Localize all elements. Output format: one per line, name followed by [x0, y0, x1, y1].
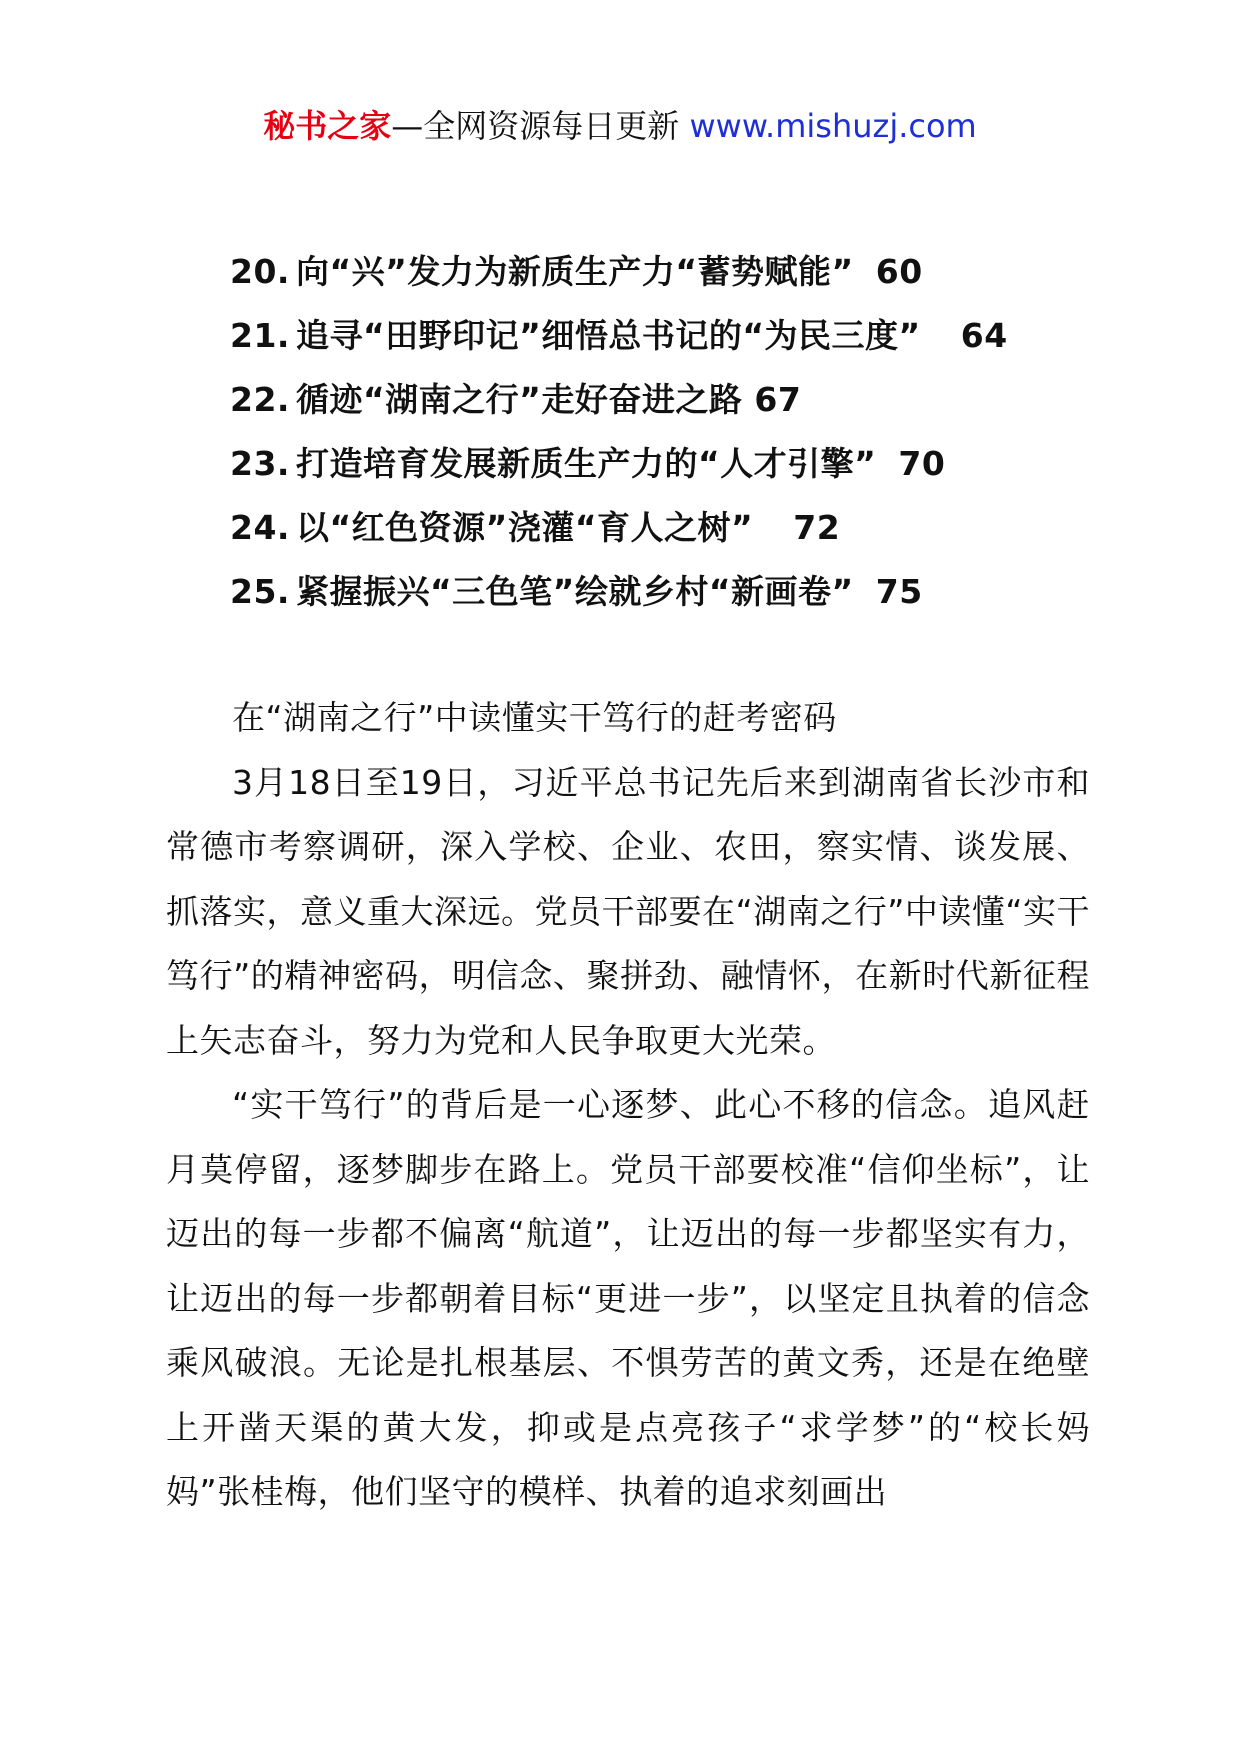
site-tagline: —全网资源每日更新 — [391, 107, 690, 145]
toc-item-page: 64 — [960, 316, 1008, 355]
article-paragraph: 3月18日至19日，习近平总书记先后来到湖南省长沙市和常德市考察调研，深入学校、企业、农田，察实情、谈发展、抓落实，意义重大深远。党员干部要在“湖南之行”中读懂“实干笃行”的精神密码，明信念、聚拼劲、融情怀，在新时代新征程上矢志奋斗，努力为党和人民争取更大光荣。 — [166, 762, 1090, 1060]
site-brand: 秘书之家 — [263, 107, 392, 145]
toc-item-24[interactable] — [230, 496, 1130, 560]
toc-item-page: 60 — [875, 252, 923, 291]
toc-item-23[interactable] — [230, 432, 1130, 496]
toc-item-title: 追寻“田野印记”细悟总书记的“为民三度” — [295, 316, 921, 355]
toc-item-title: 循迹“湖南之行”走好奋进之路 — [295, 380, 743, 419]
article-title: 在“湖南之行”中读懂实干笃行的赶考密码 — [232, 698, 837, 737]
toc-item-title: 打造培育发展新质生产力的“人才引擎” — [295, 444, 877, 483]
toc-item-number: 22. — [230, 380, 290, 419]
toc-item-page: 67 — [754, 380, 802, 419]
site-url-link[interactable]: www.mishuzj.com — [689, 107, 977, 145]
table-of-contents — [230, 240, 1130, 624]
toc-item-page: 72 — [793, 508, 841, 547]
toc-item-number: 21. — [230, 316, 290, 355]
article-body — [166, 686, 1090, 1525]
toc-item-20[interactable] — [230, 240, 1130, 304]
toc-item-page: 70 — [898, 444, 946, 483]
toc-item-page: 75 — [875, 572, 923, 611]
toc-item-25[interactable] — [230, 560, 1130, 624]
toc-item-number: 25. — [230, 572, 290, 611]
site-header — [0, 104, 1240, 148]
toc-item-number: 20. — [230, 252, 290, 291]
toc-item-title: 向“兴”发力为新质生产力“蓄势赋能” — [295, 252, 854, 291]
toc-item-title: 紧握振兴“三色笔”绘就乡村“新画卷” — [295, 572, 854, 611]
toc-item-number: 24. — [230, 508, 290, 547]
article-paragraph: “实干笃行”的背后是一心逐梦、此心不移的信念。追风赶月莫停留，逐梦脚步在路上。党员干部要校准“信仰坐标”，让迈出的每一步都不偏离“航道”，让迈出的每一步都坚实有力，让迈出的每一步都朝着目标“更进一步”，以坚定且执着的信念乘风破浪。无论是扎根基层、不惧劳苦的黄文秀，还是在绝壁上开凿天渠的黄大发，抑或是点亮孩子“求学梦”的“校长妈妈”张桂梅，他们坚守的模样、执着的追求刻画出 — [166, 1085, 1090, 1511]
toc-item-21[interactable] — [230, 304, 1130, 368]
toc-item-number: 23. — [230, 444, 290, 483]
toc-item-title: 以“红色资源”浇灌“育人之树” — [295, 508, 754, 547]
toc-item-22[interactable] — [230, 368, 1130, 432]
